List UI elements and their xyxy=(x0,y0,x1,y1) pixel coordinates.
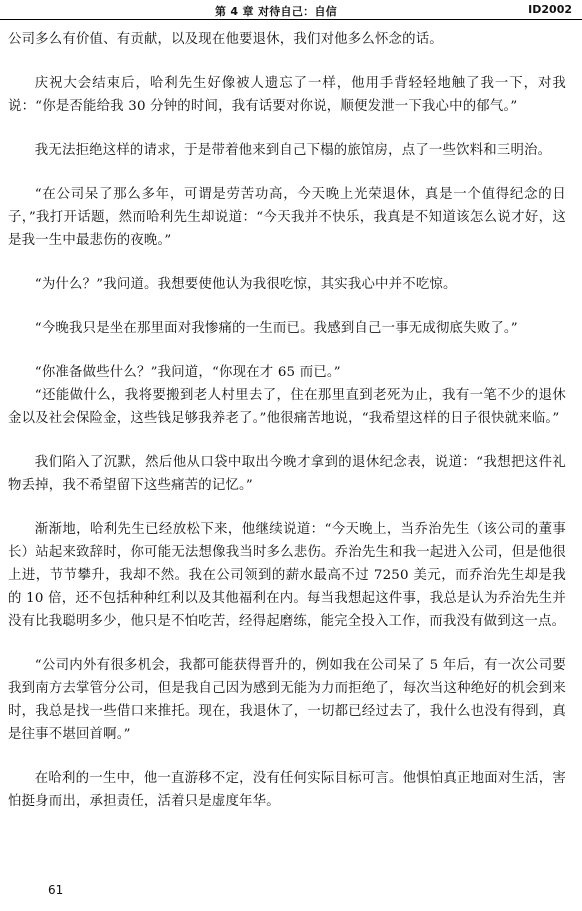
document-code: ID2002 xyxy=(528,3,572,16)
page-number: 61 xyxy=(48,883,64,897)
paragraph: “还能做什么，我将要搬到老人村里去了，住在那里直到老死为止，我有一笔不少的退休金以及社会保险金，这些钱足够我养老了。”他很痛苦地说，“我希望这样的日子很快就来临。” xyxy=(8,388,566,426)
paragraph: 庆祝大会结束后，哈利先生好像被人遗忘了一样，他用手背轻轻地触了我一下，对我说：“你是否能给我 30 分钟的时间，我有话要对你说，顺便发泄一下我心中的郁气。” xyxy=(8,76,566,114)
header-rule xyxy=(0,19,582,20)
paragraph: “公司内外有很多机会，我都可能获得晋升的，例如我在公司呆了 5 年后，有一次公司要我到南方去掌管分公司，但是我自己因为感到无能为力而拒绝了，每次当这种绝好的机会到来时，我总是找一些借口来推托。现在，我退休了，一切都已经过去了，我什么也没有得到，真是往事不堪回首啊。” xyxy=(8,658,566,742)
paragraph: 渐渐地，哈利先生已经放松下来，他继续说道：“今天晚上，当乔治先生（该公司的董事长）站起来致辞时，你可能无法想像我当时多么悲伤。乔治先生和我一起进入公司，但是他很上进，节节攀升，我却不然。我在公司领到的薪水最高不过 7250 美元，而乔治先生却是我的 10 倍，还不包括种种红利以及其他福利在内。每当我想起这件事，我总是认为乔治先生并没有比我聪明多少，他只是不怕吃苦，经得起磨练，能完全投入工作，而我没有做到这一点。 xyxy=(8,522,566,629)
paragraph: 我们陷入了沉默，然后他从口袋中取出今晚才拿到的退休纪念表，说道：“我想把这件礼物丢掉，我不希望留下这些痛苦的记忆。” xyxy=(8,455,566,493)
paragraph: “为什么？”我问道。我想要使他认为我很吃惊，其实我心中并不吃惊。 xyxy=(34,277,457,292)
page-body xyxy=(8,28,566,834)
chapter-title: 第 4 章 对待自己：自信 xyxy=(215,5,338,18)
paragraph: “今晚我只是坐在那里面对我惨痛的一生而已。我感到自己一事无成彻底失败了。” xyxy=(34,321,518,336)
paragraph: 我无法拒绝这样的请求，于是带着他来到自己下榻的旅馆房，点了一些饮料和三明治。 xyxy=(34,143,552,158)
paragraph: 公司多么有价值、有贡献，以及现在他要退休，我们对他多么怀念的话。 xyxy=(8,32,443,47)
paragraph: “在公司呆了那么多年，可谓是劳苦功高，今天晚上光荣退休，真是一个值得纪念的日子，”我打开话题，然而哈利先生却说道：“今天我并不快乐，我真是不知道该怎么说才好，这是我一生中最悲伤的夜晚。” xyxy=(8,187,566,248)
page-header xyxy=(0,0,582,22)
paragraph: 在哈利的一生中，他一直游移不定，没有任何实际目标可言。他惧怕真正地面对生活，害怕挺身而出，承担责任，活着只是虚度年华。 xyxy=(8,771,566,809)
paragraph: “你准备做些什么？”我问道，“你现在才 65 而已。” xyxy=(34,365,341,380)
